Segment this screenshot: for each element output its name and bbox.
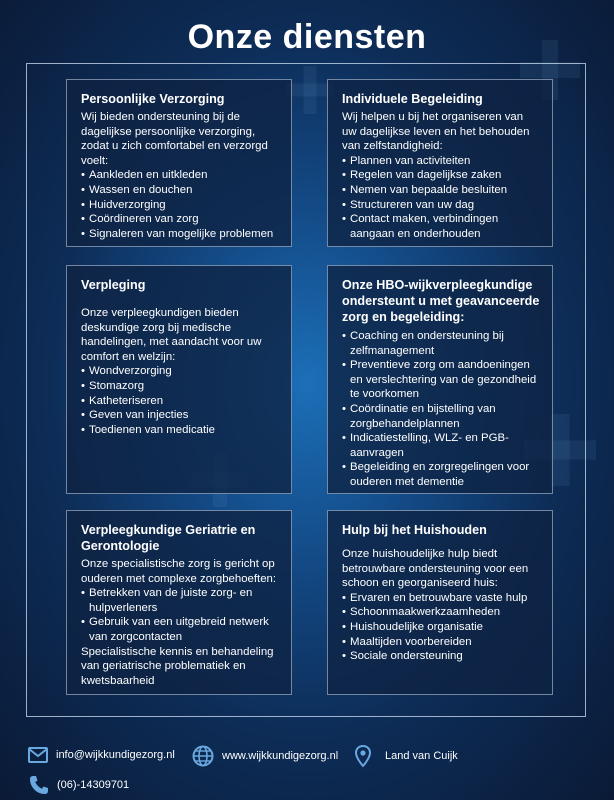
service-list-item: • Ervaren en betrouwbare vaste hulp	[342, 591, 540, 606]
service-list-item: • Geven van injecties	[81, 408, 279, 423]
service-card-persoonlijke-verzorging	[66, 79, 292, 247]
service-list-item: • Wassen en douchen	[81, 183, 279, 198]
service-list	[81, 586, 279, 644]
service-outro: Specialistische kennis en behandeling van geriatrische problematiek en kwetsbaarheid	[81, 645, 274, 687]
location-text: Land van Cuijk	[385, 750, 458, 762]
service-list-item: • Plannen van activiteiten	[342, 154, 540, 169]
service-list-item: • Aankleden en uitkleden	[81, 168, 279, 183]
service-intro: Onze verpleegkundigen bieden deskundige zorg bij medische handelingen, met aandacht voor uw comfort en welzijn:	[81, 307, 262, 363]
service-card-individuele-begeleiding	[327, 79, 553, 247]
service-list-item: • Gebruik van een uitgebreid netwerk van zorgcontacten	[81, 615, 279, 644]
service-title: Verpleging	[81, 278, 146, 292]
service-list-item: • Coaching en ondersteuning bij zelfmanagement	[342, 329, 540, 358]
service-list	[81, 364, 279, 437]
globe-icon	[192, 745, 214, 767]
service-intro: Onze huishoudelijke hulp biedt betrouwbare ondersteuning voor een schoon en georganiseerd huis:	[342, 548, 529, 590]
service-list-item: • Huidverzorging	[81, 198, 279, 213]
service-list-item: • Coördineren van zorg	[81, 212, 279, 227]
service-list-item: • Begeleiding en zorgregelingen voor ouderen met dementie	[342, 460, 540, 489]
service-list-item: • Schoonmaakwerkzaamheden	[342, 605, 540, 620]
service-list-item: • Betrekken van de juiste zorg- en hulpverleners	[81, 586, 279, 615]
service-intro: Wij bieden ondersteuning bij de dagelijkse persoonlijke verzorging, zodat u zich comfortabel en verzorgd voelt:	[81, 111, 268, 167]
service-list-item: • Preventieve zorg om aandoeningen en verslechtering van de gezondheid te voorkomen	[342, 358, 540, 402]
service-list-item: • Wondverzorging	[81, 364, 279, 379]
service-list-item: • Huishoudelijke organisatie	[342, 620, 540, 635]
service-title: Persoonlijke Verzorging	[81, 92, 225, 106]
service-list-item: • Coördinatie en bijstelling van zorgbehandelplannen	[342, 402, 540, 431]
phone-link[interactable]: (06)-14309701	[57, 779, 130, 791]
service-list-item: • Indicatiestelling, WLZ- en PGB-aanvragen	[342, 431, 540, 460]
page-title: Onze diensten	[187, 18, 427, 56]
service-list-item: • Katheteriseren	[81, 394, 279, 409]
email-icon	[28, 747, 48, 763]
service-card-hulp-bij-het-huishouden	[327, 510, 553, 695]
service-list-item: • Maaltijden voorbereiden	[342, 635, 540, 650]
service-intro: Wij helpen u bij het organiseren van uw dagelijkse leven en het behouden van zelfstandigheid:	[342, 111, 530, 153]
service-title: Verpleegkundige Geriatrie en Gerontologie	[81, 523, 256, 553]
service-title: Hulp bij het Huishouden	[342, 523, 487, 537]
service-list-item: • Nemen van bepaalde besluiten	[342, 183, 540, 198]
service-list	[342, 329, 540, 490]
service-card-verpleging	[66, 265, 292, 494]
service-list	[81, 168, 279, 241]
service-intro: Onze specialistische zorg is gericht op ouderen met complexe zorgbehoeften:	[81, 558, 277, 585]
service-title: Individuele Begeleiding	[342, 92, 483, 106]
service-list-item: • Structureren van uw dag	[342, 198, 540, 213]
location-pin-icon	[355, 745, 371, 767]
website-link[interactable]: www.wijkkundigezorg.nl	[222, 750, 339, 762]
service-list-item: • Contact maken, verbindingen aangaan en onderhouden	[342, 212, 540, 241]
service-card-hbo-wijkverpleegkundige	[327, 265, 553, 494]
contact-website[interactable]	[192, 745, 338, 767]
contact-location	[355, 745, 458, 767]
service-list	[342, 154, 540, 242]
service-list-item: • Regelen van dagelijkse zaken	[342, 168, 540, 183]
service-title: Onze HBO-wijkverpleegkundige ondersteunt u met geavanceerde zorg en begeleiding:	[342, 278, 540, 324]
service-card-geriatrie-gerontologie	[66, 510, 292, 695]
service-list-item: • Toedienen van medicatie	[81, 423, 279, 438]
service-list-item: • Stomazorg	[81, 379, 279, 394]
service-list-item: • Signaleren van mogelijke problemen	[81, 227, 279, 242]
service-list	[342, 591, 540, 664]
contact-phone[interactable]	[29, 775, 129, 795]
email-link[interactable]: info@wijkkundigezorg.nl	[56, 749, 175, 761]
service-list-item: • Sociale ondersteuning	[342, 649, 540, 664]
phone-icon	[29, 775, 49, 795]
contact-email[interactable]	[28, 747, 175, 763]
